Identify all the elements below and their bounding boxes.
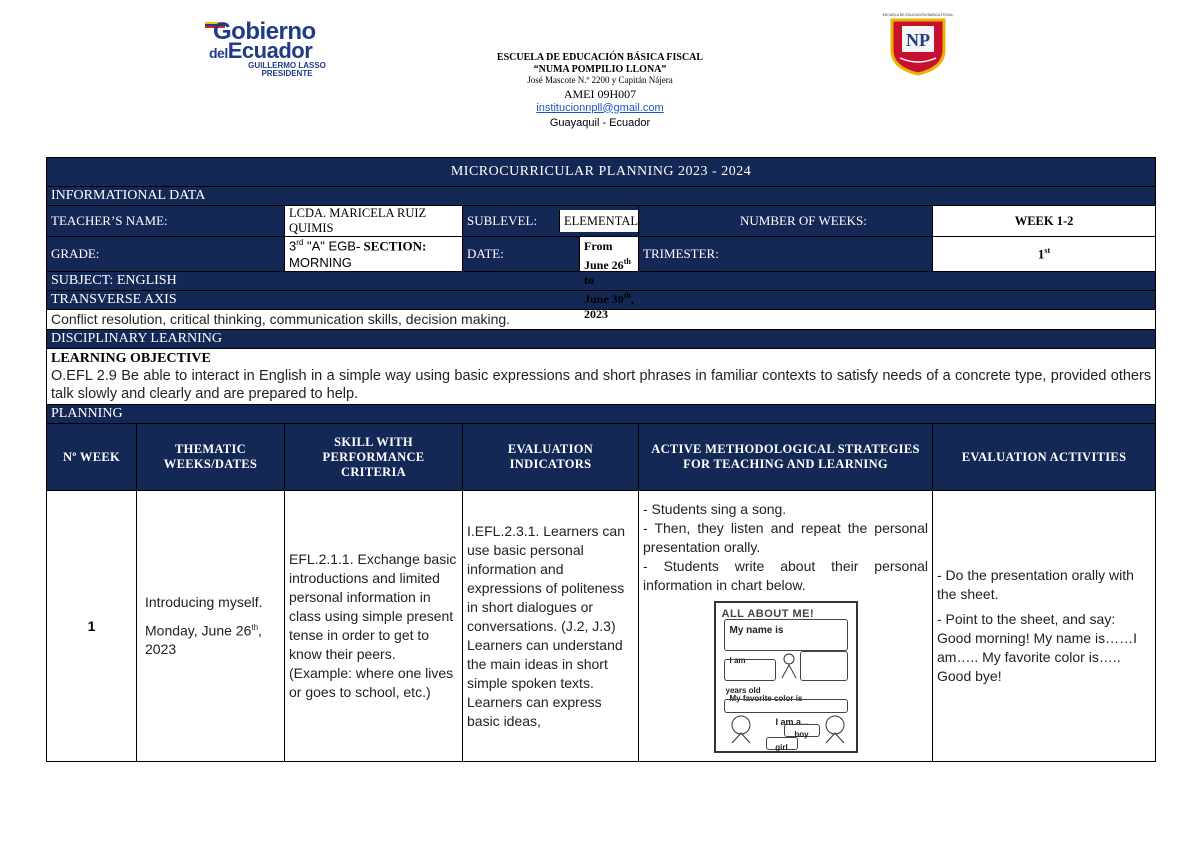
gov-logo-line1: Gobierno (213, 18, 316, 45)
strategy-item: - Then, they listen and repeat the personal presentation orally. (643, 519, 928, 555)
thematic-cell (137, 491, 285, 762)
indicators-text: I.EFL.2.3.1. Learners can use basic personal information and expressions of politeness in short dialogues or conversations. (J.2, J.3) Learners can understand the main ideas in short simple spoken texts. Learners can express basic ideas, (463, 491, 639, 762)
weeks-cell (639, 206, 933, 237)
date-label: DATE: (463, 237, 580, 271)
planning-table (46, 157, 1156, 762)
transverse-axis-heading: TRANSVERSE AXIS (47, 291, 1156, 310)
worksheet-iama-label: I am a... (775, 716, 809, 727)
weeks-value: WEEK 1-2 (933, 206, 1156, 237)
sublevel-cell (463, 206, 639, 237)
trimester-label: TRIMESTER: (639, 237, 933, 272)
gov-logo-president: GUILLERMO LASSO PRESIDENTE (248, 61, 326, 78)
girl-icon (726, 713, 756, 747)
school-amie: AMEI 09H007 (563, 86, 637, 101)
school-address: José Mascote N.º 2200 y Capitán Nájera (527, 75, 673, 85)
activity-item: - Do the presentation orally with the sheet. (937, 567, 1134, 602)
school-crest-icon (880, 10, 956, 76)
learning-objective-cell (47, 349, 1156, 405)
worksheet-girl-label: girl (766, 737, 798, 750)
school-info (420, 52, 780, 130)
sublevel-label: SUBLEVEL: (463, 210, 560, 232)
col-indicators-header: EVALUATION INDICATORS (463, 424, 639, 491)
date-cell (463, 237, 639, 321)
transverse-axis-text: Conflict resolution, critical thinking, communication skills, decision making. (47, 310, 1156, 330)
worksheet-name-label: My name is (729, 624, 784, 636)
worksheet-years-label: years old (725, 685, 761, 695)
col-skill-header: SKILL WITH PERFORMANCE CRITERIA (285, 424, 463, 491)
planning-heading: PLANNING (47, 405, 1156, 424)
thematic-title: Introducing myself. (145, 593, 263, 610)
subject-heading: SUBJECT: ENGLISH (47, 272, 1156, 291)
col-week-header: Nº WEEK (47, 424, 137, 491)
col-activities-header: EVALUATION ACTIVITIES (933, 424, 1156, 491)
date-value: From June 26th to June 30th, 2023 (580, 237, 638, 271)
worksheet-title: ALL ABOUT ME! (721, 607, 815, 620)
learning-objective-label: LEARNING OBJECTIVE (51, 351, 211, 366)
worksheet-boy-label: boy (784, 724, 820, 737)
grade-value: 3rd "A" EGB- SECTION: MORNING (285, 237, 463, 272)
weeks-label: NUMBER OF WEEKS: (740, 213, 867, 228)
sublevel-value: ELEMENTAL (560, 210, 638, 232)
all-about-me-worksheet (714, 601, 858, 753)
trimester-value: 1st (933, 237, 1156, 272)
skill-text: EFL.2.1.1. Exchange basic introductions and limited personal information in class using simple present tense in order to get to know their peers. (Example: where one lives or goes to school, etc.) (285, 491, 463, 762)
svg-text:ESCUELA DE EDUCACIÓN BÁSICA FI: ESCUELA DE EDUCACIÓN BÁSICA FISCAL (882, 13, 954, 17)
grade-label: GRADE: (47, 237, 285, 272)
school-city: Guayaquil - Ecuador (549, 116, 651, 129)
week-number: 1 (47, 491, 137, 762)
informational-data-heading: INFORMATIONAL DATA (47, 187, 1156, 206)
strategies-cell (639, 491, 933, 762)
teacher-name-label: TEACHER’S NAME: (47, 206, 285, 237)
government-logo (205, 18, 365, 80)
activity-item: - Point to the sheet, and say: Good morning! My name is……I am….. My favorite color is….. Good bye! (937, 611, 1137, 684)
crayon-icon (724, 699, 848, 713)
table-row (47, 491, 1156, 762)
col-strategies-header: ACTIVE METHODOLOGICAL STRATEGIES FOR TEACHING AND LEARNING (639, 424, 933, 491)
teacher-name-value: LCDA. MARICELA RUIZ QUIMIS (285, 206, 463, 237)
thematic-date: Monday, June 26th, 2023 (145, 622, 262, 658)
school-subname: “NUMA POMPILIO LLONA” (533, 63, 667, 75)
gov-logo-line2: delEcuador (209, 38, 313, 63)
child-icon (780, 653, 798, 679)
worksheet-color-label: My favorite color is (729, 693, 803, 703)
school-email-link[interactable]: institucionnpll@gmail.com (536, 101, 664, 114)
disciplinary-learning-heading: DISCIPLINARY LEARNING (47, 330, 1156, 349)
activities-cell (933, 491, 1156, 762)
strategy-item: - Students write about their personal information in chart below. (643, 557, 928, 593)
svg-text:NP: NP (906, 30, 930, 50)
strategy-item: - Students sing a song. (643, 500, 787, 517)
worksheet-iam-label: I am (729, 655, 746, 665)
learning-objective-text: O.EFL 2.9 Be able to interact in English in a simple way using basic expressions and short phrases in familiar contexts to satisfy needs of a concrete type, provided others talk slowly and clearly and are prepared to help. (51, 368, 1152, 402)
col-thematic-header: THEMATIC WEEKS/DATES (137, 424, 285, 491)
boy-icon (820, 713, 850, 747)
plan-title: MICROCURRICULAR PLANNING 2023 - 2024 (47, 158, 1156, 187)
school-name: ESCUELA DE EDUCACIÓN BÁSICA FISCAL (496, 52, 704, 63)
